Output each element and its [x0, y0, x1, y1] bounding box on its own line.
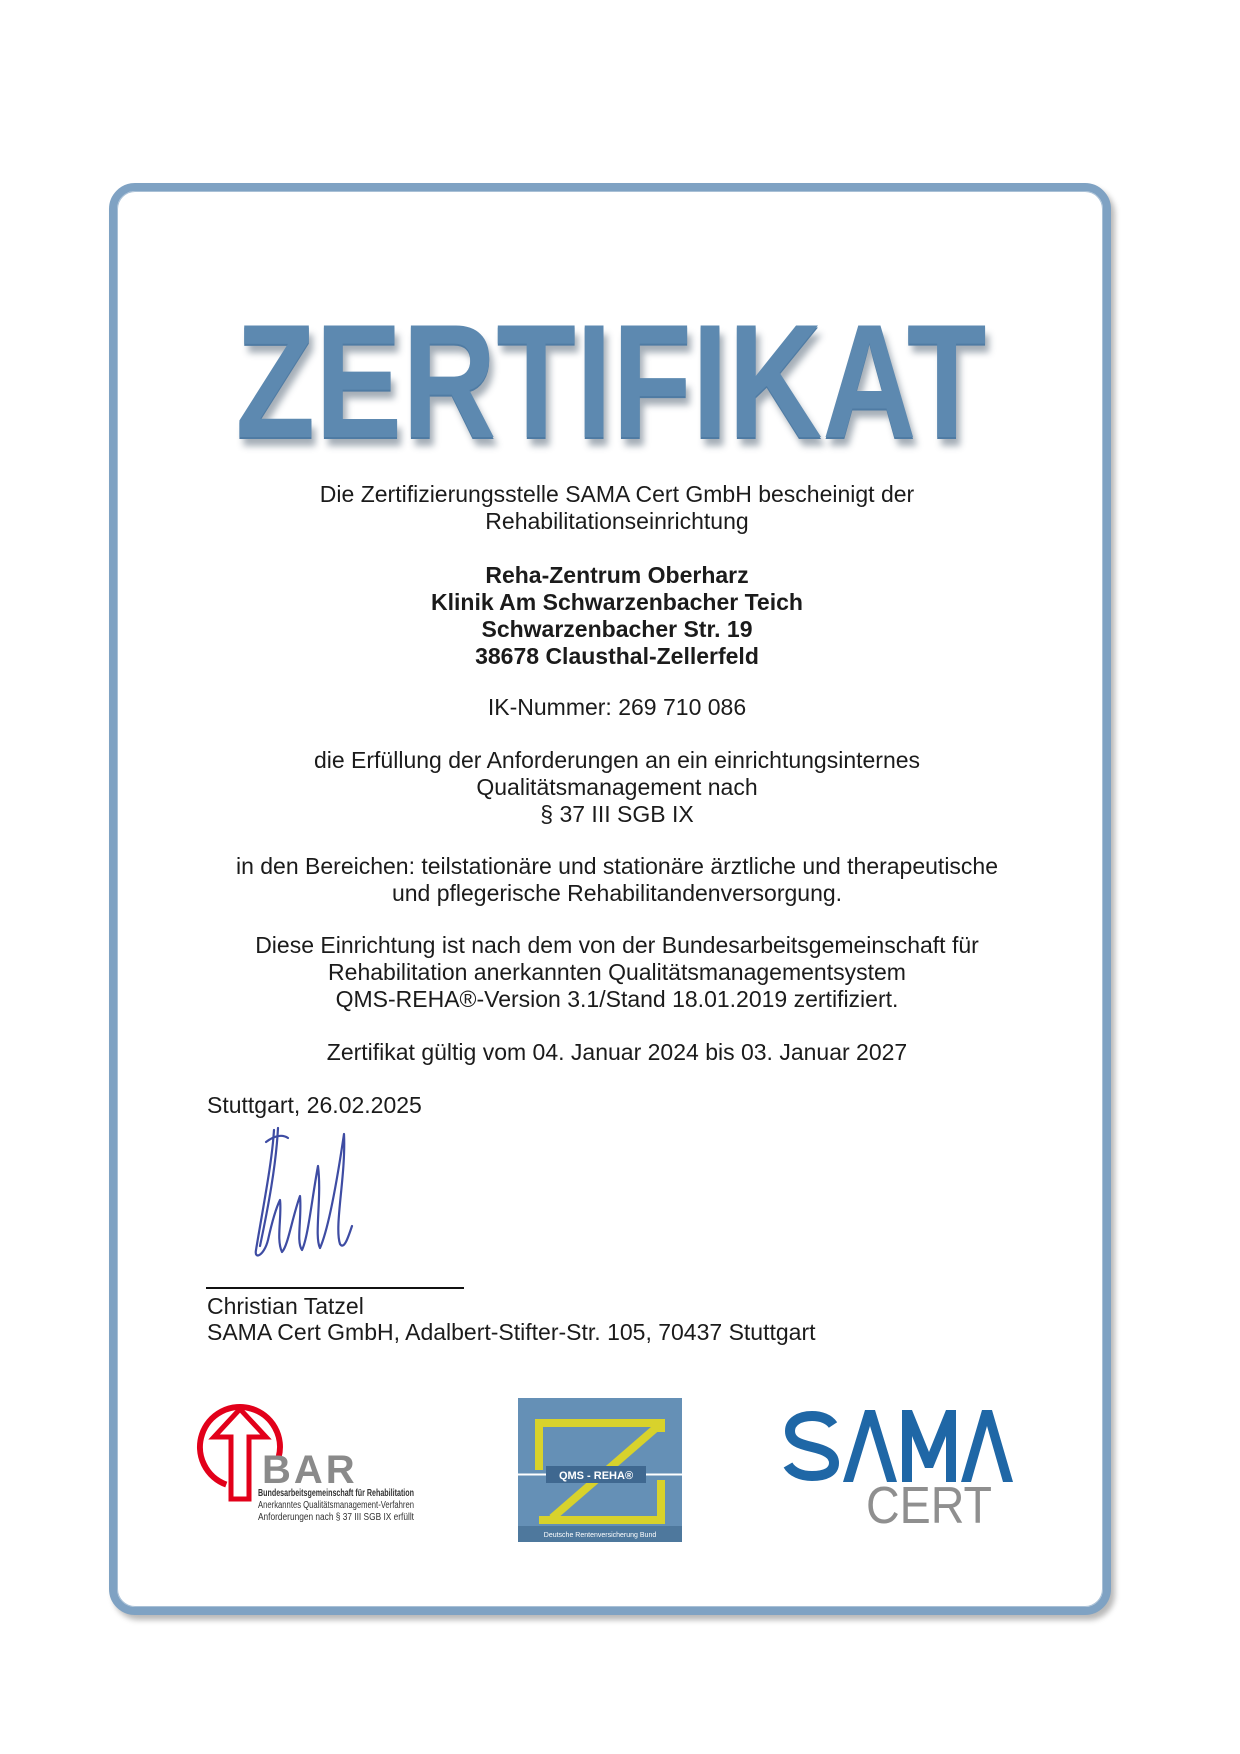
sama-letter-s — [788, 1416, 834, 1476]
requirement-line: Qualitätsmanagement nach — [476, 774, 758, 800]
qms-footer: Deutsche Rentenversicherung Bund — [543, 1532, 657, 1539]
signatory-name: Christian Tatzel — [207, 1293, 364, 1319]
sama-letter-m — [902, 1410, 956, 1482]
qms-label: QMS - REHA® — [558, 1470, 634, 1482]
facility-clinic: Klinik Am Schwarzenbacher Teich — [431, 589, 803, 615]
scope-line: und pflegerische Rehabilitandenversorgung. — [391, 880, 843, 906]
qms-reha-logo — [518, 1398, 682, 1542]
facility-city: 38678 Clausthal-Zellerfeld — [475, 643, 759, 669]
system-line: Diese Einrichtung ist nach dem von der Bundesarbeitsgemeinschaft für — [255, 932, 979, 958]
sama-cert-subtitle: CERT — [866, 1477, 992, 1535]
bar-caption-line: Anerkanntes Qualitätsmanagement-Verfahren — [258, 1500, 414, 1511]
issuer-address: SAMA Cert GmbH, Adalbert-Stifter-Str. 105, 70437 Stuttgart — [207, 1319, 816, 1345]
bar-caption-line: Bundesarbeitsgemeinschaft für Rehabilitation — [258, 1488, 415, 1499]
intro-text — [187, 481, 1047, 535]
sama-letter-a — [961, 1410, 1013, 1482]
requirement-line: die Erfüllung der Anforderungen an ein einrichtungsinternes — [313, 747, 921, 773]
sama-letter-a — [843, 1410, 897, 1482]
intro-line: Rehabilitationseinrichtung — [485, 508, 749, 534]
sama-cert-logo — [783, 1410, 1017, 1535]
signature-line — [206, 1287, 464, 1289]
certificate-title: ZERTIFIKAT — [235, 291, 987, 472]
system-line: Rehabilitation anerkannten Qualitätsmanagementsystem — [328, 959, 906, 985]
bar-acronym: BAR — [262, 1448, 358, 1492]
place-date: Stuttgart, 26.02.2025 — [207, 1092, 422, 1118]
signature-stroke — [260, 1128, 278, 1246]
requirement-line: § 37 III SGB IX — [540, 801, 694, 827]
bar-caption-line: Anforderungen nach § 37 III SGB IX erfüllt — [258, 1512, 415, 1523]
signature — [244, 1122, 356, 1266]
system-text — [187, 932, 1047, 1013]
facility-street: Schwarzenbacher Str. 19 — [481, 616, 753, 642]
bar-logo — [194, 1401, 420, 1527]
requirement-text — [187, 747, 1047, 828]
facility-name: Reha-Zentrum Oberharz — [485, 562, 749, 588]
facility-address — [187, 562, 1047, 670]
ik-number: IK-Nummer: 269 710 086 — [487, 694, 747, 720]
intro-line: Die Zertifizierungsstelle SAMA Cert GmbH bescheinigt der — [319, 481, 915, 507]
validity-text: Zertifikat gültig vom 04. Januar 2024 bis 03. Januar 2027 — [326, 1039, 908, 1065]
scope-line: in den Bereichen: teilstationäre und stationäre ärztliche und therapeutische — [235, 853, 999, 879]
system-line: QMS-REHA®-Version 3.1/Stand 18.01.2019 zertifiziert. — [335, 986, 899, 1012]
scope-text — [187, 853, 1047, 907]
